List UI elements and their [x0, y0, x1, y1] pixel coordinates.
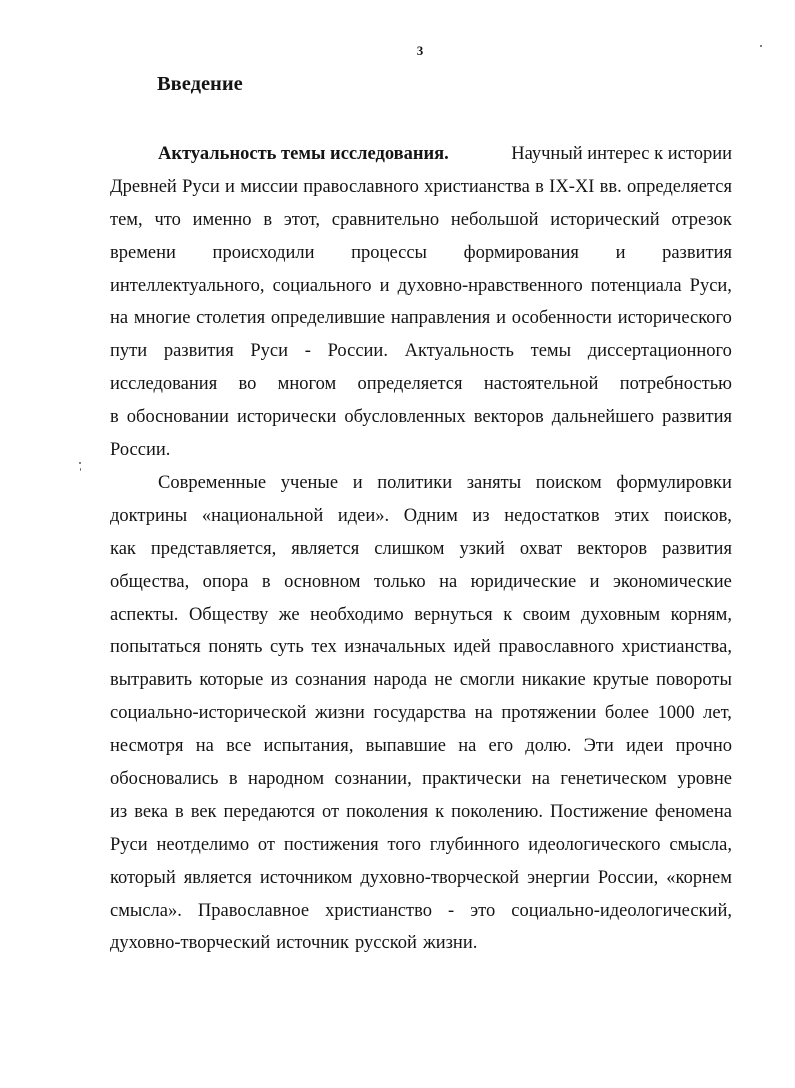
word: многие — [133, 308, 191, 329]
word: пути — [110, 341, 148, 362]
word: смысла». — [110, 900, 182, 921]
word: на — [195, 736, 214, 757]
paragraph-line — [110, 730, 732, 763]
word: феномена — [654, 801, 732, 822]
word: и — [589, 571, 600, 592]
word: смысла, — [669, 834, 732, 855]
word: на — [474, 703, 493, 724]
word: необходимо — [310, 604, 404, 625]
word: в — [228, 769, 238, 790]
word: направления — [390, 308, 491, 329]
word: государства — [373, 703, 467, 724]
word: жизни — [314, 703, 365, 724]
word: потенциала — [590, 275, 682, 296]
word: к — [503, 604, 513, 625]
word: Современные — [158, 473, 267, 493]
word: исторического — [617, 308, 732, 329]
word: социально-идеологический, — [511, 900, 732, 921]
section-heading: Введение — [157, 73, 243, 95]
word: сравнительно — [331, 209, 440, 230]
word: из — [110, 801, 128, 822]
word: протяжении — [501, 703, 597, 724]
word: от — [322, 801, 340, 822]
word: источник — [276, 933, 350, 954]
word: развития — [662, 407, 732, 428]
word: выпавшие — [365, 736, 447, 757]
paragraph-line — [110, 270, 732, 303]
word: изначальных — [344, 637, 446, 658]
word: Руси — [182, 176, 220, 197]
lead-phrase: Актуальность темы исследования. — [158, 144, 449, 164]
word: Эти — [583, 736, 614, 757]
paragraph-line — [110, 467, 732, 500]
paragraph-line — [110, 566, 732, 599]
word: вытравить — [110, 670, 193, 691]
word: исторически — [236, 407, 337, 428]
word: православного — [303, 176, 419, 197]
word: общества, — [110, 571, 190, 592]
word: исторический — [550, 209, 660, 230]
word: обусловленных — [344, 407, 466, 428]
word: практически — [422, 769, 522, 790]
word: поколению. — [451, 801, 543, 822]
paragraph-line — [110, 500, 732, 533]
word: смогли — [459, 670, 515, 691]
word: узкий — [459, 538, 505, 559]
line-text: Научный интерес к истории — [511, 144, 732, 164]
word: постижения — [283, 834, 379, 855]
word: того — [387, 834, 421, 855]
word: несмотря — [110, 736, 184, 757]
word: ученые — [280, 473, 339, 493]
paragraph-line — [110, 138, 732, 171]
word: повороты — [656, 670, 732, 691]
word: все — [226, 736, 252, 757]
word: попытаться — [110, 637, 201, 658]
word: прочно — [675, 736, 732, 757]
word: испытания, — [263, 736, 354, 757]
word: как — [110, 538, 136, 559]
word: уровне — [677, 769, 732, 790]
word: не — [434, 670, 453, 691]
word: происходили — [212, 242, 315, 263]
word: именно — [192, 209, 252, 230]
word: корням, — [670, 604, 732, 625]
word: в — [110, 407, 119, 428]
word: от — [257, 834, 276, 855]
word: Постижение — [549, 801, 648, 822]
paragraph-line — [110, 335, 732, 368]
word: представляется, — [150, 538, 277, 559]
word: источником — [259, 867, 353, 888]
word: понять — [208, 637, 263, 658]
word: Древней — [110, 176, 177, 197]
word: Одним — [403, 505, 458, 526]
word: социального — [272, 275, 372, 296]
word: и — [352, 473, 363, 493]
paragraph-line — [110, 763, 732, 796]
word: на — [458, 736, 477, 757]
word: православного — [498, 637, 615, 658]
word: идей — [453, 637, 491, 658]
word: процессы — [351, 242, 427, 263]
word: России, — [597, 867, 659, 888]
word: вернуться — [414, 604, 493, 625]
paragraph-line — [110, 862, 732, 895]
page-number: 3 — [416, 43, 424, 58]
paragraph-relevance — [110, 138, 732, 467]
word: духовным — [580, 604, 661, 625]
word: суть — [270, 637, 304, 658]
paragraph-line — [110, 171, 732, 204]
word: поколения — [346, 801, 429, 822]
word: темы — [530, 341, 572, 362]
word: заняты — [466, 473, 522, 493]
word: христианства — [424, 176, 530, 197]
word: - — [447, 900, 455, 921]
paragraph-line — [110, 895, 732, 928]
word: настоятельной — [483, 374, 599, 395]
paragraph-line — [110, 829, 732, 862]
word: в — [263, 209, 273, 230]
word: из — [270, 670, 288, 691]
word: что — [154, 209, 181, 230]
word: этот, — [283, 209, 320, 230]
word: русской — [355, 933, 417, 954]
word: христианство — [325, 900, 432, 921]
word: духовно-нравственного — [397, 275, 583, 296]
paragraph-line — [110, 533, 732, 566]
word: идеологического — [528, 834, 661, 855]
word: обосновании — [126, 407, 229, 428]
word: на — [110, 308, 129, 329]
word: развития — [662, 242, 732, 263]
word: векторов — [577, 538, 648, 559]
scan-speck — [79, 462, 81, 464]
word: Руси, — [689, 275, 732, 296]
word: духовно-творческой — [360, 867, 520, 888]
word: поисков, — [664, 505, 732, 526]
word: идеи». — [337, 505, 390, 526]
word: обосновались — [110, 769, 219, 790]
word: же — [278, 604, 300, 625]
word: аспекты. — [110, 604, 179, 625]
word: России. — [327, 341, 388, 362]
word: неотделимо — [156, 834, 250, 855]
scan-speck — [80, 468, 81, 471]
word: крутые — [592, 670, 649, 691]
word: интеллектуального, — [110, 275, 265, 296]
paragraph-line — [110, 434, 732, 467]
word: вв. — [599, 176, 622, 197]
word: на — [439, 571, 458, 592]
paragraph-line — [110, 368, 732, 401]
word: определяется — [357, 374, 463, 395]
word: и — [496, 308, 506, 329]
word: 1000 — [657, 703, 695, 724]
word: определившие — [270, 308, 386, 329]
word: которые — [199, 670, 264, 691]
word: Руси — [110, 834, 148, 855]
word: сознании, — [334, 769, 412, 790]
word: определяется — [627, 176, 732, 197]
word: только — [373, 571, 426, 592]
paragraph-line — [110, 599, 732, 632]
word: миссии — [240, 176, 299, 197]
word: векторов — [473, 407, 544, 428]
word: «национальной — [201, 505, 324, 526]
word: духовно-творческий — [110, 933, 271, 954]
word: небольшой — [450, 209, 539, 230]
word: лет, — [703, 703, 732, 724]
word: тех — [311, 637, 337, 658]
word: генетическом — [560, 769, 667, 790]
word: многом — [277, 374, 337, 395]
word: который — [110, 867, 176, 888]
paragraph-line — [110, 927, 732, 960]
word: век — [190, 801, 217, 822]
word: и — [225, 176, 235, 197]
paragraph-line — [110, 631, 732, 664]
word: политики — [377, 473, 453, 493]
word: это — [470, 900, 496, 921]
word: столетия — [196, 308, 266, 329]
word: к — [435, 801, 445, 822]
word: исследования — [110, 374, 218, 395]
scan-speck — [760, 45, 762, 47]
word: «корнем — [666, 867, 732, 888]
word: в — [535, 176, 544, 197]
word: является — [183, 867, 252, 888]
word: во — [238, 374, 257, 395]
word: социально-исторической — [110, 703, 307, 724]
word: глубинного — [429, 834, 520, 855]
paragraph-line — [110, 204, 732, 237]
word: более — [604, 703, 649, 724]
word: народном — [248, 769, 325, 790]
word: развития — [662, 538, 732, 559]
word: энергии — [527, 867, 590, 888]
word: этих — [614, 505, 650, 526]
word: жизни. — [422, 933, 478, 954]
word: из — [472, 505, 490, 526]
paragraph-line — [110, 302, 732, 335]
word: опора — [202, 571, 249, 592]
word: отрезок — [671, 209, 732, 230]
word: юридические — [470, 571, 577, 592]
word: слишком — [374, 538, 445, 559]
word: и — [379, 275, 390, 296]
word: передаются — [223, 801, 316, 822]
word: на — [531, 769, 550, 790]
word: основном — [284, 571, 361, 592]
word: Обществу — [188, 604, 269, 625]
word: доктрины — [110, 505, 188, 526]
paragraph-national-idea — [110, 467, 732, 960]
word: экономические — [612, 571, 732, 592]
word: его — [488, 736, 514, 757]
word: IX-XI — [549, 176, 595, 197]
word: потребностью — [619, 374, 732, 395]
word: Руси — [250, 341, 289, 362]
paragraph-line — [110, 697, 732, 730]
word: сознания — [295, 670, 367, 691]
word: формирования — [463, 242, 579, 263]
word: является — [291, 538, 360, 559]
word: народа — [373, 670, 428, 691]
paragraph-line — [110, 401, 732, 434]
word: России. — [110, 440, 171, 461]
word: дальнейшего — [551, 407, 655, 428]
word: диссертационного — [587, 341, 732, 362]
word: христианства, — [621, 637, 732, 658]
word: времени — [110, 242, 176, 263]
word: формулировки — [616, 473, 732, 493]
word: века — [134, 801, 168, 822]
word: Актуальность — [404, 341, 514, 362]
word: долю. — [525, 736, 572, 757]
word: развития — [163, 341, 234, 362]
paragraph-line — [110, 237, 732, 270]
word: охват — [519, 538, 563, 559]
word: недостатков — [504, 505, 600, 526]
word: своим — [522, 604, 571, 625]
paragraph-line — [110, 664, 732, 697]
word: в — [174, 801, 184, 822]
word: в — [261, 571, 271, 592]
word: никакие — [521, 670, 586, 691]
word: Православное — [197, 900, 310, 921]
word: и — [615, 242, 626, 263]
word: поиском — [535, 473, 602, 493]
paragraph-line — [110, 796, 732, 829]
word: идеи — [625, 736, 664, 757]
word: - — [304, 341, 311, 362]
word: особенности — [511, 308, 612, 329]
word: тем, — [110, 209, 143, 230]
